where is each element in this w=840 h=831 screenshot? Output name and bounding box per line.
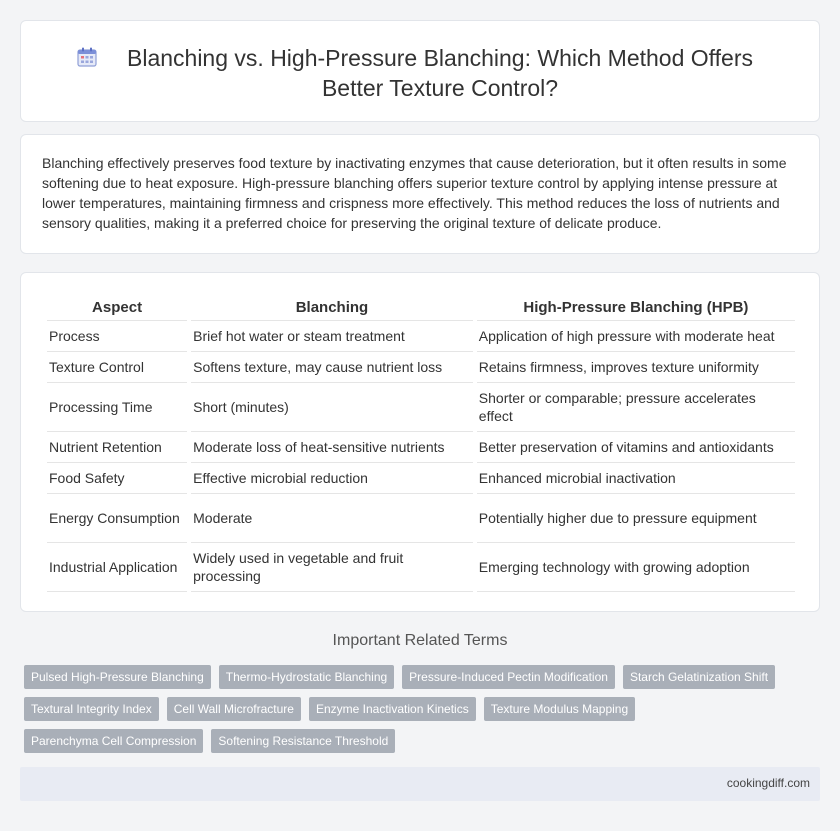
cell-hpb: Shorter or comparable; pressure accelerates effect <box>477 383 795 432</box>
table-row <box>47 494 795 543</box>
table-row <box>47 463 795 494</box>
cell-hpb: Application of high pressure with moderate heat <box>477 321 795 352</box>
table-row <box>47 321 795 352</box>
table-row <box>47 352 795 383</box>
comparison-card <box>20 272 820 612</box>
cell-hpb: Enhanced microbial inactivation <box>477 463 795 494</box>
related-term-tag[interactable]: Textural Integrity Index <box>24 697 159 721</box>
related-term-tag[interactable]: Texture Modulus Mapping <box>484 697 635 721</box>
cell-aspect: Industrial Application <box>47 543 187 592</box>
page-title: Blanching vs. High-Pressure Blanching: Which Method Offers Better Texture Control? <box>127 45 753 101</box>
cell-hpb: Better preservation of vitamins and antioxidants <box>477 432 795 463</box>
title-wrap <box>21 43 819 103</box>
related-term-tag[interactable]: Starch Gelatinization Shift <box>623 665 775 689</box>
cell-blanching: Widely used in vegetable and fruit processing <box>191 543 473 592</box>
footer <box>20 767 820 801</box>
cell-blanching: Effective microbial reduction <box>191 463 473 494</box>
header-aspect: Aspect <box>47 295 187 321</box>
cell-blanching: Short (minutes) <box>191 383 473 432</box>
calendar-icon <box>76 46 98 68</box>
cell-aspect: Texture Control <box>47 352 187 383</box>
header-blanching: Blanching <box>191 295 473 321</box>
cell-blanching: Softens texture, may cause nutrient loss <box>191 352 473 383</box>
header-hpb: High-Pressure Blanching (HPB) <box>477 295 795 321</box>
cell-hpb: Retains firmness, improves texture uniformity <box>477 352 795 383</box>
related-term-tag[interactable]: Pulsed High-Pressure Blanching <box>24 665 211 689</box>
intro-card <box>20 134 820 254</box>
cell-blanching: Moderate loss of heat-sensitive nutrients <box>191 432 473 463</box>
cell-aspect: Food Safety <box>47 463 187 494</box>
related-term-tag[interactable]: Thermo-Hydrostatic Blanching <box>219 665 394 689</box>
cell-hpb: Potentially higher due to pressure equipment <box>477 494 795 543</box>
cell-blanching: Moderate <box>191 494 473 543</box>
related-term-tag[interactable]: Parenchyma Cell Compression <box>24 729 203 753</box>
table-row <box>47 543 795 592</box>
cell-blanching: Brief hot water or steam treatment <box>191 321 473 352</box>
cell-hpb: Emerging technology with growing adoption <box>477 543 795 592</box>
related-term-tag[interactable]: Softening Resistance Threshold <box>211 729 395 753</box>
tag-row <box>24 665 814 689</box>
cell-aspect: Processing Time <box>47 383 187 432</box>
tag-row <box>24 697 814 721</box>
table-row <box>47 383 795 432</box>
related-term-tag[interactable]: Enzyme Inactivation Kinetics <box>309 697 476 721</box>
intro-paragraph: Blanching effectively preserves food texture by inactivating enzymes that cause deterioration, but it often results in some softening due to heat exposure. High-pressure blanching offers superior texture control by applying intense pressure at lower temperatures, maintaining firmness and crispness more effectively. This method reduces the loss of nutrients and sensory qualities, making it a preferred choice for preserving the original texture of delicate produce. <box>42 155 787 231</box>
table-header-row <box>47 295 795 321</box>
cell-aspect: Process <box>47 321 187 352</box>
related-term-tag[interactable]: Pressure-Induced Pectin Modification <box>402 665 615 689</box>
cell-aspect: Nutrient Retention <box>47 432 187 463</box>
related-term-tag[interactable]: Cell Wall Microfracture <box>167 697 301 721</box>
cell-aspect: Energy Consumption <box>47 494 187 543</box>
footer-site[interactable]: cookingdiff.com <box>726 776 810 790</box>
tag-row <box>24 729 814 753</box>
related-terms-title: Important Related Terms <box>332 632 508 649</box>
related-terms <box>24 665 814 761</box>
comparison-table <box>43 295 799 592</box>
title-card <box>20 20 820 122</box>
table-row <box>47 432 795 463</box>
